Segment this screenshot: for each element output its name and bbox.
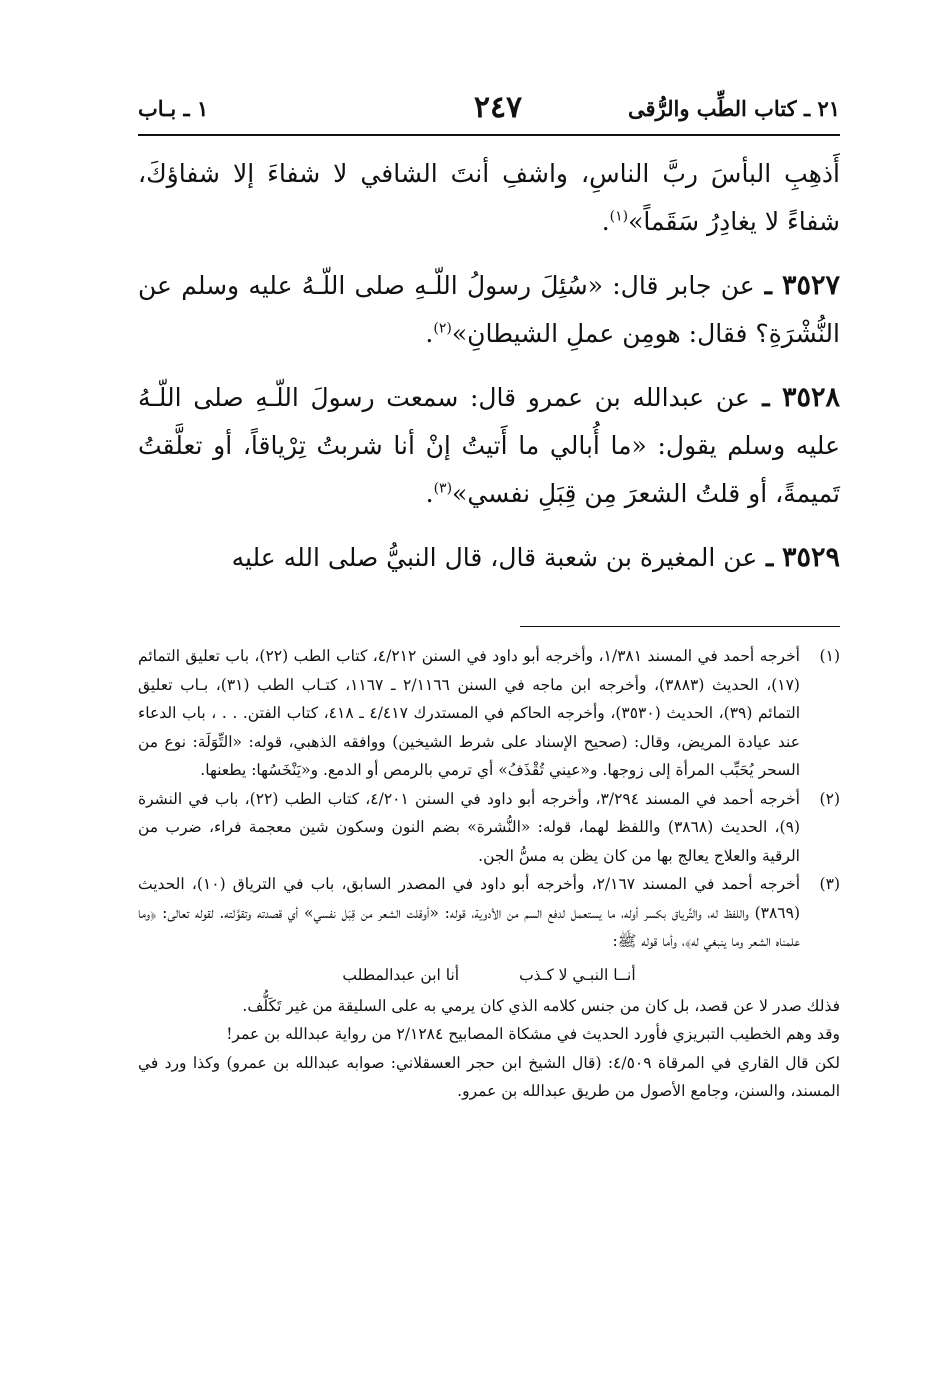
header-rule (138, 134, 840, 136)
footnote-text: أخرجه أحمد في المسند ٣/٢٩٤، وأخرجه أبو داود في السنن ٤/٢٠١، كتاب الطب (٢٢)، باب في النشرة (٩)، الحديث (٣٨٦٨) واللفظ لهما، قوله: «النُّشرة» بضم النون وسكون شين معجمة فراء، ضرب من الرقية والعلاج يعالج بها من كان يظن به مسُّ الجن. (138, 789, 800, 865)
verse-second-hemistich: أنا ابن عبدالمطلب (342, 965, 460, 984)
footnote-text: أخرجه أحمد في المسند ١/٣٨١، وأخرجه أبو داود في السنن ٤/٢١٢، كتاب الطب (٢٢)، باب تعليق التمائم (١٧)، الحديث (٣٨٨٣)، وأخرجه ابن ماجه في السنن ٢/١١٦٦ ـ ١١٦٧، كتـاب الطب (٣١)، بـاب تعليق التمائم (٣٩)، الحديث (٣٥٣٠)، وأخرجه الحاكم في المستدرك ٤/٤١٧ ـ ٤١٨، كتاب الفتن. . . ، باب الدعاء عند عيادة المريض، وقال: (صحيح الإسناد على شرط الشيخين) ووافقه الذهبي، قوله: «التِّوَلَة: نوع من السحر يُحَبِّب المرأة إلى زوجها. و«عيني تُقْذَفُ» أي ترمي بالرمص أو الدمع. و«يَنْخَسُها: يطعنها. (138, 647, 800, 779)
hadith-paragraph (138, 534, 840, 582)
intro-text: أَذهِبِ البأسَ ربَّ الناسِ، واشفِ أنتَ الشافي لا شفاءَ إلا شفاؤكَ، شفاءً لا يغادِرُ سَقَماً» (138, 159, 840, 236)
footnote (138, 785, 840, 871)
verse-first-hemistich: أنــا النبـي لا كـذب (519, 965, 636, 984)
footnote (138, 870, 840, 956)
section-title: ١ ـ بـاب (138, 96, 209, 121)
chapter-title: ٢١ ـ كتاب الطِّب والرُّقى (627, 96, 840, 121)
closing-note-line: وقد وهم الخطيب التبريزي فأورد الحديث في مشكاة المصابيح ٢/١٢٨٤ من رواية عبدالله بن عمر! (226, 1025, 840, 1043)
footnote-marker: (٢) (819, 789, 840, 808)
page-number: ٢٤٧ (473, 90, 523, 125)
footnote-marker: (٣) (819, 875, 840, 893)
footnotes-rule (520, 626, 840, 627)
footnote-ref: (١) (609, 208, 629, 225)
footnotes (138, 642, 840, 1106)
hadith-end: . (425, 479, 434, 508)
hadith-text: عن جابر قال: «سُئِلَ رسولُ اللّـهِ صلى اللّـهُ عليه وسلم عن النُّشْرَةِ؟ فقال: هومِن عملِ الشيطانِ» (138, 271, 840, 348)
footnote-text: أخرجه أحمد في المسند ٢/١٦٧، وأخرجه أبو داود في المصدر السابق، باب في الترياق (١٠)، الحديث (٣٨٦٩) واللفظ له، والتِّرياق بكسر أوله، ما يستعمل لدفع السم من الأدوية، قوله: «أوقلت الشعر من قِبَل نفسي» أي قصدته وتقوَّلته. لقوله تعالى: ﴿وما علمناه الشعر وما ينبغي له﴾، وأما قوله ﷺ: (138, 875, 801, 950)
footnote (138, 642, 840, 785)
period: . (601, 207, 610, 236)
main-text (138, 150, 840, 598)
hadith-number: ٣٥٢٩ (781, 542, 840, 573)
hadith-number: ٣٥٢٧ (781, 270, 840, 301)
page-header (138, 92, 840, 132)
closing-note-line: لكن قال القاري في المرقاة ٤/٥٠٩: (قال الشيخ ابن حجر العسقلاني: صوابه عبدالله بن عمرو) وكذا ورد في المسند، والسنن، وجامع الأصول من طريق عبدالله بن عمرو. (138, 1053, 840, 1100)
hadith-text: عن عبدالله بن عمرو قال: سمعت رسولَ اللّـهِ صلى اللّـهُ عليه وسلم يقول: «ما أُبالي ما أَتيتُ إنْ أنا شربتُ تِرْياقاً، أو تعلَّقتُ تَميمةً، أو قلتُ الشعرَ مِن قِبَلِ نفسي» (138, 383, 840, 508)
number-dash: ـ (749, 383, 782, 412)
verse-commentary: فذلك صدر لا عن قصد، بل كان من جنس كلامه الذي كان يرمي به على السليقة من غير تَكَلُّف. (242, 996, 840, 1015)
poetry-verse (138, 960, 840, 990)
hadith-paragraph (138, 374, 840, 518)
footnote-ref: (٢) (433, 320, 452, 337)
hadith-number: ٣٥٢٨ (781, 382, 840, 413)
hadith-text: عن المغيرة بن شعبة قال، قال النبيُّ صلى الله عليه (231, 543, 758, 572)
number-dash: ـ (757, 543, 782, 572)
hadith-end: . (425, 319, 434, 348)
intro-paragraph (138, 150, 840, 246)
number-dash: ـ (754, 271, 782, 300)
footnote-marker: (١) (819, 647, 840, 665)
hadith-paragraph (138, 262, 840, 358)
footnote-ref: (٣) (433, 480, 453, 497)
